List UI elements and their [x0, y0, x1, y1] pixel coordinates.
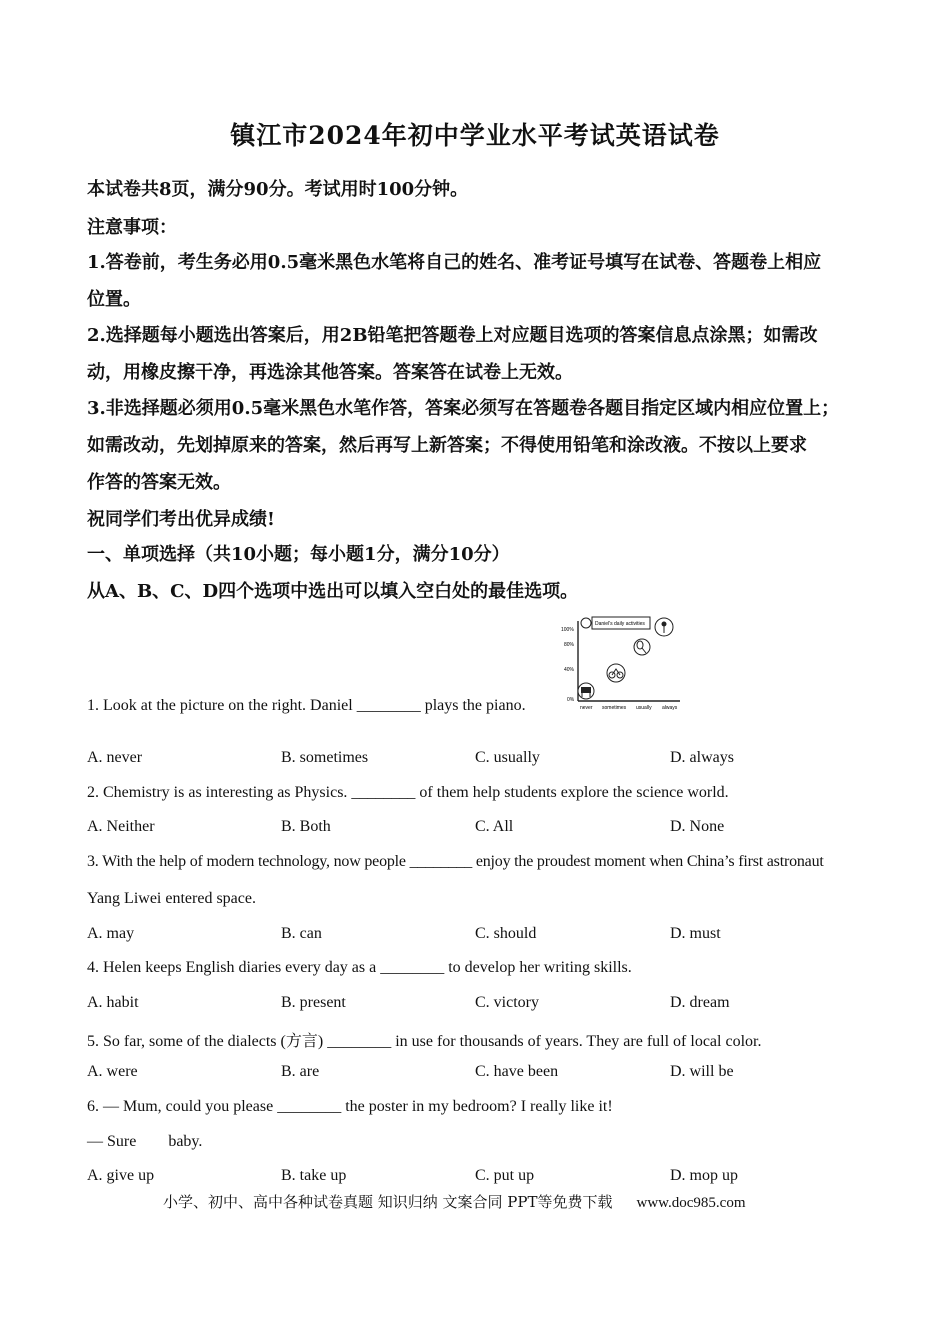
y-tick-label: 80%	[564, 642, 575, 648]
option-d[interactable]: D. must	[670, 925, 721, 942]
footer-url[interactable]: www.doc985.com	[636, 1195, 746, 1211]
question-1: 1. Look at the picture on the right. Daniel ________ plays the piano.	[87, 697, 526, 714]
question-5-options	[87, 1063, 867, 1085]
figure-caption: Daniel's daily activities	[595, 621, 645, 627]
notice-item-2: 2.选择题每小题选出答案后，用2B铅笔把答题卷上对应题目选项的答案信息点涂黑；如需改	[87, 325, 818, 346]
notice-item-3-cont: 如需改动，先划掉原来的答案，然后再写上新答案；不得使用铅笔和涂改液。不按以上要求	[87, 435, 807, 456]
x-tick-label: usually	[636, 705, 652, 711]
option-c[interactable]: C. All	[475, 818, 514, 835]
question-3: 3. With the help of modern technology, now people ________ enjoy the proudest moment when China’s first astronaut	[87, 853, 824, 870]
option-d[interactable]: D. always	[670, 749, 734, 766]
option-b[interactable]: B. take up	[281, 1167, 347, 1184]
option-b[interactable]: B. sometimes	[281, 749, 369, 766]
notice-heading: 注意事项：	[87, 217, 177, 238]
section-heading: 一、单项选择（共10小题；每小题1分，满分10分）	[87, 544, 510, 565]
footer-text: 小学、初中、高中各种试卷真题 知识归纳 文案合同 PPT等免费下载	[163, 1193, 613, 1211]
option-a[interactable]: A. were	[87, 1063, 138, 1080]
piano-icon	[578, 683, 594, 699]
option-c[interactable]: C. victory	[475, 994, 539, 1011]
face-icon	[581, 618, 591, 628]
notice-item-1-cont: 位置。	[87, 289, 141, 310]
question-6-reply: — Sure baby.	[87, 1133, 203, 1150]
notice-item-2-cont: 动，用橡皮擦干净，再选涂其他答案。答案答在试卷上无效。	[87, 362, 573, 383]
option-c[interactable]: C. usually	[475, 749, 540, 766]
y-tick-label: 100%	[561, 627, 574, 633]
option-b[interactable]: B. are	[281, 1063, 320, 1080]
x-tick-label: never	[580, 705, 593, 711]
question-3-options	[87, 925, 867, 947]
question-2-options	[87, 818, 867, 840]
x-tick-label: sometimes	[602, 705, 627, 711]
option-a[interactable]: A. never	[87, 749, 143, 766]
notice-item-3-cont2: 作答的答案无效。	[87, 472, 231, 493]
page-title: 镇江市2024年初中学业水平考试英语试卷	[230, 121, 720, 150]
question-3-cont: Yang Liwei entered space.	[87, 890, 256, 907]
option-d[interactable]: D. dream	[670, 994, 730, 1011]
option-a[interactable]: A. Neither	[87, 818, 155, 835]
option-d[interactable]: D. mop up	[670, 1167, 738, 1184]
section-instruction: 从A、B、C、D四个选项中选出可以填入空白处的最佳选项。	[87, 581, 579, 602]
option-d[interactable]: D. None	[670, 818, 725, 835]
y-tick-label: 0%	[567, 697, 575, 703]
notice-item-3: 3.非选择题必须用0.5毫米黑色水笔作答，答案必须写在答题卷各题目指定区域内相应位置上；	[87, 398, 840, 419]
question-6-options	[87, 1167, 867, 1189]
page-footer	[163, 1191, 746, 1212]
option-a[interactable]: A. give up	[87, 1167, 155, 1184]
y-tick-label: 40%	[564, 667, 575, 673]
exam-info: 本试卷共8页，满分90分。考试用时100分钟。	[87, 179, 469, 200]
question-4-options	[87, 994, 867, 1016]
option-c[interactable]: C. have been	[475, 1063, 559, 1080]
question-4: 4. Helen keeps English diaries every day as a ________ to develop her writing skills.	[87, 959, 632, 976]
question-2: 2. Chemistry is as interesting as Physics. ________ of them help students explore the science world.	[87, 784, 729, 801]
option-c[interactable]: C. put up	[475, 1167, 535, 1184]
option-d[interactable]: D. will be	[670, 1063, 734, 1080]
option-b[interactable]: B. can	[281, 925, 322, 942]
question-6: 6. — Mum, could you please ________ the poster in my bedroom? I really like it!	[87, 1098, 613, 1115]
racket-icon	[634, 639, 650, 655]
question-1-options	[87, 749, 867, 771]
option-c[interactable]: C. should	[475, 925, 537, 942]
option-b[interactable]: B. present	[281, 994, 346, 1011]
option-a[interactable]: A. habit	[87, 994, 139, 1011]
option-a[interactable]: A. may	[87, 925, 135, 942]
wish-text: 祝同学们考出优异成绩!	[87, 509, 275, 530]
daniel-activities-figure	[560, 613, 684, 715]
microphone-icon	[655, 618, 673, 636]
x-tick-label: always	[662, 705, 678, 711]
notice-item-1: 1.答卷前，考生务必用0.5毫米黑色水笔将自己的姓名、准考证号填写在试卷、答题卷上相应	[87, 252, 822, 273]
question-5: 5. So far, some of the dialects (方言) ________ in use for thousands of years. They are full of local color.	[87, 1033, 762, 1050]
bike-icon	[607, 664, 625, 682]
option-b[interactable]: B. Both	[281, 818, 331, 835]
